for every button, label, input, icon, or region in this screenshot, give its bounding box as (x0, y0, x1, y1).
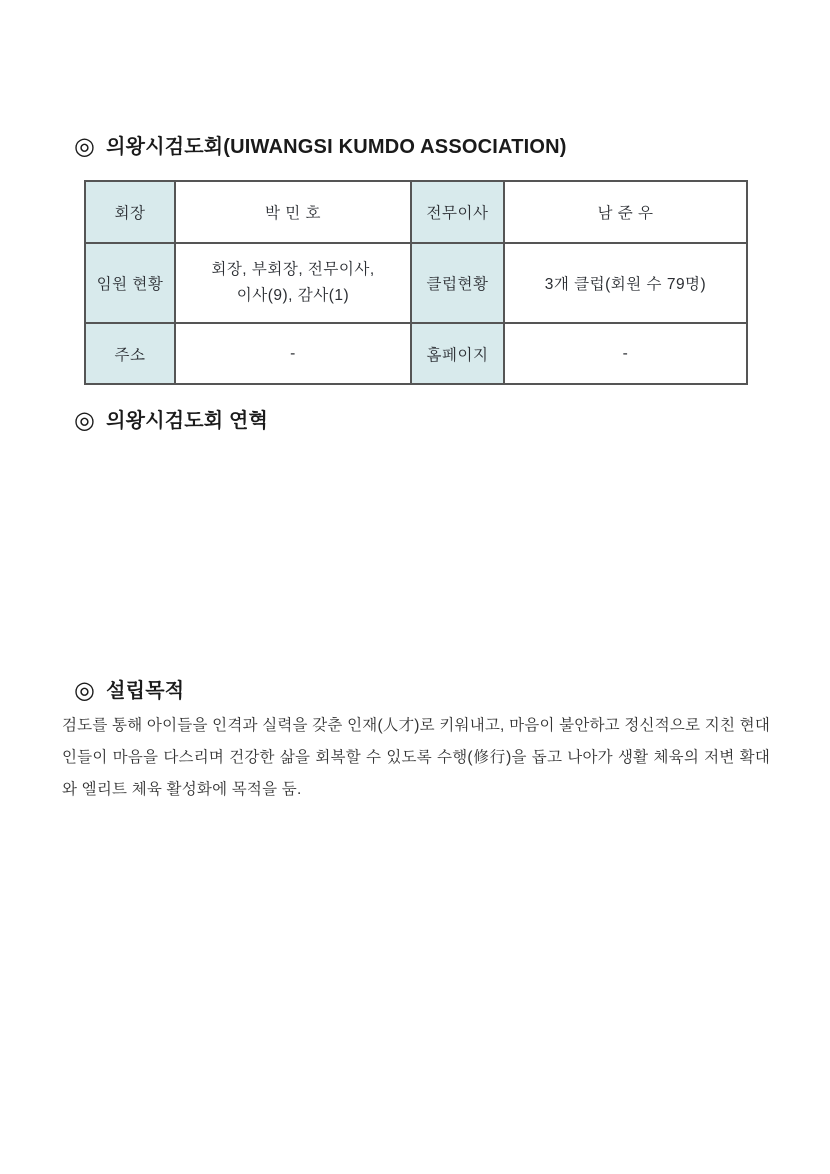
table-row (85, 323, 747, 384)
table-row (85, 181, 747, 243)
purpose-heading-text: 설립목적 (106, 680, 185, 702)
purpose-heading (74, 676, 184, 706)
table-header-cell: 임원 현황 (85, 243, 175, 323)
table-header-cell: 홈페이지 (411, 323, 504, 384)
table-header-cell: 주소 (85, 323, 175, 384)
table-value-cell: - (175, 323, 411, 384)
association-heading (74, 132, 567, 162)
section-marker-icon: ◎ (74, 133, 96, 160)
history-heading (74, 406, 268, 436)
table-value-cell: 남 준 우 (504, 181, 747, 243)
table-header-cell: 전무이사 (411, 181, 504, 243)
table-header-cell: 클럽현황 (411, 243, 504, 323)
section-marker-icon: ◎ (74, 407, 96, 434)
section-marker-icon: ◎ (74, 677, 96, 704)
table-value-line: 이사(9), 감사(1) (236, 287, 350, 304)
table-header-cell: 회장 (85, 181, 175, 243)
association-info-table (84, 180, 748, 385)
table-value-cell: 3개 클럽(회원 수 79명) (504, 243, 747, 323)
table-row (85, 243, 747, 323)
association-heading-text: 의왕시검도회(UIWANGSI KUMDO ASSOCIATION) (106, 136, 567, 158)
table-value-cell: - (504, 323, 747, 384)
table-value-cell: 박 민 호 (175, 181, 411, 243)
history-heading-text: 의왕시검도회 연혁 (106, 410, 269, 432)
table-value-cell (175, 243, 411, 323)
table-value-line: 회장, 부회장, 전무이사, (211, 261, 375, 278)
purpose-body-text: 검도를 통해 아이들을 인격과 실력을 갖춘 인재(人才)로 키워내고, 마음이 불안하고 정신적으로 지친 현대인들이 마음을 다스리며 건강한 삶을 회복할 수 있도록 수행(修行)을 돕고 나아가 생활 체육의 저변 확대와 엘리트 체육 활성화에 목적을 둠. (62, 717, 770, 798)
